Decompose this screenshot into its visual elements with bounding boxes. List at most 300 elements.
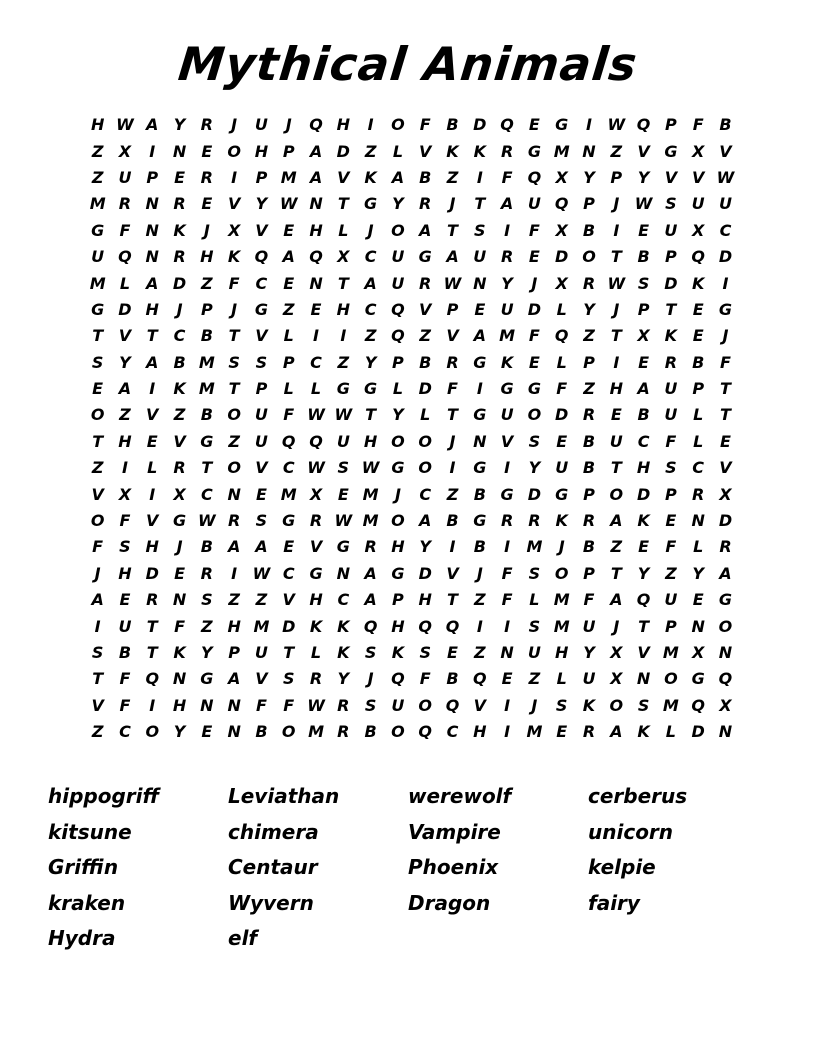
- word-list-item: hippogriff: [48, 784, 160, 808]
- grid-letter: N: [145, 247, 159, 267]
- grid-letter: Q: [145, 669, 160, 689]
- grid-letter: D: [418, 379, 432, 399]
- grid-letter: I: [504, 695, 511, 715]
- grid-letter: J: [613, 194, 620, 214]
- grid-letter: M: [553, 616, 570, 636]
- grid-letter: K: [227, 247, 241, 267]
- grid-letter: S: [364, 643, 377, 662]
- grid-letter: H: [636, 458, 651, 478]
- grid-letter: B: [200, 537, 213, 557]
- grid-letter: X: [337, 247, 350, 267]
- grid-letter: O: [90, 511, 105, 531]
- grid-letter: F: [419, 115, 431, 135]
- grid-letter: L: [420, 405, 431, 425]
- grid-letter: C: [692, 458, 705, 478]
- grid-letter: A: [610, 590, 623, 610]
- grid-letter: R: [419, 194, 432, 214]
- grid-letter: Z: [91, 722, 104, 742]
- grid-letter: I: [476, 167, 483, 187]
- grid-letter: L: [529, 590, 540, 610]
- grid-letter: V: [309, 537, 323, 557]
- grid-letter: M: [198, 379, 215, 399]
- grid-letter: I: [121, 458, 128, 478]
- grid-letter: P: [665, 484, 677, 504]
- grid-letter: R: [173, 194, 186, 214]
- grid-letter: M: [662, 643, 679, 662]
- grid-letter: P: [637, 299, 650, 319]
- grid-letter: V: [719, 141, 732, 161]
- grid-letter: E: [556, 431, 568, 451]
- grid-letter: U: [500, 299, 514, 319]
- grid-letter: U: [254, 431, 268, 451]
- grid-letter: M: [526, 537, 543, 557]
- grid-letter: Q: [309, 431, 323, 451]
- grid-letter: Q: [718, 669, 733, 689]
- grid-letter: A: [309, 141, 323, 161]
- grid-letter: A: [419, 511, 432, 531]
- grid-letter: F: [501, 563, 513, 583]
- grid-letter: R: [200, 167, 213, 187]
- grid-letter: M: [89, 194, 106, 214]
- grid-letter: E: [119, 590, 131, 610]
- grid-letter: F: [665, 431, 677, 451]
- grid-letter: N: [309, 273, 323, 293]
- grid-letter: F: [283, 405, 295, 425]
- grid-letter: H: [363, 431, 378, 451]
- grid-letter: J: [394, 484, 401, 504]
- grid-letter: E: [174, 167, 185, 187]
- grid-letter: Z: [583, 326, 595, 346]
- grid-letter: N: [309, 194, 323, 214]
- grid-letter: A: [364, 273, 377, 293]
- grid-letter: S: [665, 458, 677, 478]
- grid-letter: V: [118, 326, 132, 346]
- grid-letter: O: [609, 695, 624, 715]
- grid-letter: W: [279, 194, 298, 214]
- grid-row: [84, 297, 740, 323]
- grid-letter: P: [282, 141, 295, 161]
- grid-letter: I: [504, 537, 511, 557]
- grid-letter: W: [443, 273, 462, 293]
- grid-letter: A: [146, 273, 159, 293]
- grid-letter: Z: [337, 352, 350, 372]
- grid-letter: D: [172, 273, 187, 293]
- grid-letter: N: [145, 220, 159, 240]
- grid-letter: Q: [445, 616, 460, 636]
- grid-letter: O: [391, 511, 405, 531]
- grid-letter: F: [119, 669, 131, 689]
- grid-letter: P: [665, 115, 677, 135]
- grid-letter: P: [255, 167, 268, 187]
- grid-letter: D: [336, 141, 350, 161]
- grid-letter: H: [473, 722, 487, 742]
- grid-letter: O: [391, 431, 405, 451]
- grid-letter: A: [500, 194, 514, 214]
- grid-letter: L: [556, 299, 567, 319]
- grid-letter: I: [504, 722, 511, 742]
- grid-letter: G: [718, 299, 733, 319]
- grid-letter: E: [610, 405, 622, 425]
- grid-letter: W: [116, 115, 134, 135]
- grid-letter: G: [200, 431, 214, 451]
- grid-letter: O: [418, 431, 433, 451]
- grid-letter: M: [553, 590, 570, 610]
- grid-letter: R: [118, 194, 132, 214]
- grid-letter: U: [473, 247, 487, 267]
- grid-letter: W: [198, 511, 216, 531]
- grid-letter: W: [334, 511, 353, 531]
- grid-letter: G: [91, 220, 105, 240]
- grid-letter: G: [336, 379, 350, 399]
- grid-letter: Z: [446, 484, 459, 504]
- grid-letter: K: [691, 273, 705, 293]
- grid-letter: Y: [692, 563, 704, 583]
- grid-letter: Q: [500, 115, 514, 135]
- grid-letter: S: [419, 643, 431, 662]
- grid-letter: Q: [309, 115, 323, 135]
- grid-letter: I: [367, 115, 374, 135]
- grid-letter: O: [145, 722, 160, 742]
- grid-letter: H: [309, 590, 323, 610]
- grid-letter: N: [473, 273, 487, 293]
- grid-letter: R: [500, 511, 514, 531]
- grid-letter: N: [582, 141, 596, 161]
- grid-letter: N: [227, 484, 241, 504]
- word-list: [48, 780, 768, 958]
- grid-letter: O: [609, 484, 624, 504]
- grid-letter: L: [147, 458, 158, 478]
- grid-letter: L: [283, 326, 294, 346]
- grid-letter: A: [610, 511, 623, 531]
- grid-letter: E: [283, 537, 295, 557]
- grid-letter: R: [528, 511, 541, 531]
- grid-letter: E: [255, 484, 267, 504]
- grid-letter: V: [173, 431, 186, 451]
- grid-letter: B: [637, 405, 650, 425]
- grid-letter: M: [280, 167, 297, 187]
- grid-letter: J: [531, 273, 538, 293]
- grid-letter: M: [89, 273, 106, 293]
- grid-letter: B: [582, 458, 596, 478]
- grid-row: [84, 191, 740, 217]
- grid-letter: A: [118, 379, 132, 399]
- grid-letter: G: [309, 563, 323, 583]
- grid-letter: R: [309, 669, 323, 689]
- grid-letter: K: [173, 220, 186, 240]
- grid-letter: K: [337, 616, 350, 636]
- grid-letter: B: [719, 115, 732, 135]
- word-list-item: kitsune: [48, 819, 132, 844]
- grid-letter: C: [282, 458, 295, 478]
- grid-letter: F: [528, 220, 540, 240]
- grid-row: [84, 587, 740, 613]
- grid-letter: W: [607, 273, 626, 293]
- grid-letter: X: [555, 273, 568, 293]
- grid-letter: D: [282, 616, 296, 636]
- word-list-item: kelpie: [588, 855, 656, 879]
- grid-letter: C: [255, 273, 268, 293]
- grid-letter: X: [610, 643, 623, 662]
- grid-letter: J: [285, 115, 292, 135]
- grid-letter: E: [474, 299, 486, 319]
- grid-row: [84, 666, 740, 692]
- grid-letter: G: [172, 511, 187, 531]
- grid-letter: Y: [337, 669, 350, 689]
- grid-letter: R: [419, 273, 432, 293]
- grid-letter: N: [172, 590, 187, 610]
- grid-letter: Z: [255, 590, 268, 610]
- grid-letter: U: [254, 405, 268, 425]
- grid-letter: Q: [254, 247, 269, 267]
- grid-row: [84, 719, 740, 745]
- grid-letter: F: [665, 537, 677, 557]
- grid-letter: A: [309, 167, 323, 187]
- grid-letter: Z: [364, 141, 377, 161]
- grid-letter: X: [173, 484, 186, 504]
- grid-letter: S: [91, 643, 104, 662]
- grid-letter: D: [527, 299, 542, 319]
- grid-letter: L: [119, 273, 131, 293]
- grid-letter: C: [637, 431, 650, 451]
- grid-letter: J: [613, 299, 620, 319]
- grid-letter: O: [554, 563, 569, 583]
- grid-letter: H: [609, 379, 623, 399]
- grid-letter: P: [446, 299, 459, 319]
- grid-letter: F: [283, 695, 295, 715]
- grid-letter: M: [253, 616, 270, 636]
- grid-letter: Z: [201, 616, 213, 636]
- grid-letter: T: [146, 616, 158, 636]
- grid-letter: G: [527, 141, 541, 161]
- grid-letter: E: [201, 194, 213, 214]
- grid-letter: Q: [636, 590, 651, 610]
- grid-letter: W: [607, 115, 626, 135]
- grid-letter: B: [637, 247, 650, 267]
- grid-letter: G: [364, 379, 378, 399]
- grid-letter: X: [555, 220, 568, 240]
- grid-letter: E: [528, 115, 540, 135]
- grid-letter: G: [200, 669, 214, 689]
- grid-letter: F: [119, 220, 131, 240]
- grid-letter: I: [149, 379, 156, 399]
- grid-letter: S: [555, 695, 568, 715]
- grid-letter: Y: [364, 352, 377, 372]
- grid-letter: C: [446, 722, 459, 742]
- grid-letter: I: [476, 379, 483, 399]
- grid-letter: T: [638, 616, 650, 636]
- grid-letter: B: [692, 352, 705, 372]
- grid-letter: T: [201, 458, 213, 478]
- grid-letter: N: [145, 194, 159, 214]
- grid-row: [84, 244, 740, 270]
- grid-letter: Z: [610, 537, 623, 557]
- grid-letter: J: [449, 431, 456, 451]
- grid-letter: C: [364, 299, 377, 319]
- grid-letter: K: [391, 643, 405, 662]
- grid-letter: R: [500, 247, 514, 267]
- grid-letter: E: [638, 220, 650, 240]
- grid-letter: O: [90, 405, 105, 425]
- grid-letter: S: [637, 695, 650, 715]
- grid-row: [84, 138, 740, 164]
- grid-letter: Q: [309, 247, 323, 267]
- grid-letter: L: [693, 431, 704, 451]
- grid-letter: Q: [527, 167, 542, 187]
- grid-letter: O: [227, 405, 241, 425]
- word-list-item: kraken: [48, 890, 126, 915]
- grid-letter: U: [582, 616, 596, 636]
- word-list-item: cerberus: [588, 784, 688, 808]
- grid-letter: K: [637, 722, 650, 742]
- grid-letter: G: [391, 563, 405, 583]
- grid-row: [84, 693, 740, 719]
- grid-letter: A: [446, 247, 459, 267]
- grid-letter: T: [228, 379, 240, 399]
- grid-letter: D: [718, 247, 733, 267]
- grid-letter: M: [308, 722, 324, 742]
- grid-letter: F: [174, 616, 185, 636]
- grid-letter: G: [527, 379, 541, 399]
- grid-letter: Q: [391, 326, 405, 346]
- grid-letter: A: [364, 563, 377, 583]
- grid-letter: U: [500, 405, 514, 425]
- grid-letter: L: [665, 722, 676, 742]
- grid-letter: I: [449, 537, 456, 557]
- grid-letter: E: [310, 299, 322, 319]
- grid-letter: T: [92, 431, 104, 451]
- grid-letter: V: [691, 167, 705, 187]
- grid-letter: D: [527, 484, 542, 504]
- grid-letter: F: [419, 669, 431, 689]
- grid-letter: B: [173, 352, 186, 372]
- grid-letter: S: [282, 669, 295, 689]
- grid-letter: F: [92, 537, 104, 557]
- grid-letter: N: [172, 141, 187, 161]
- grid-letter: R: [337, 695, 350, 715]
- grid-letter: C: [200, 484, 213, 504]
- grid-letter: U: [527, 194, 541, 214]
- grid-letter: A: [146, 115, 159, 135]
- grid-letter: M: [198, 352, 215, 372]
- grid-letter: I: [149, 484, 156, 504]
- grid-letter: V: [255, 326, 268, 346]
- grid-letter: O: [281, 722, 296, 742]
- grid-letter: M: [362, 484, 379, 504]
- grid-letter: Z: [446, 167, 459, 187]
- grid-letter: K: [500, 352, 514, 372]
- letter-grid: [84, 112, 740, 745]
- grid-letter: I: [722, 273, 729, 293]
- grid-letter: O: [227, 141, 241, 161]
- grid-letter: O: [391, 115, 405, 135]
- grid-letter: V: [637, 643, 650, 662]
- grid-letter: R: [309, 511, 323, 531]
- grid-letter: N: [336, 563, 351, 583]
- grid-letter: G: [555, 484, 569, 504]
- grid-letter: T: [665, 299, 677, 319]
- grid-letter: A: [610, 722, 623, 742]
- grid-letter: S: [665, 194, 677, 214]
- grid-letter: B: [200, 405, 213, 425]
- grid-letter: V: [664, 167, 678, 187]
- grid-letter: J: [449, 194, 456, 214]
- grid-letter: U: [718, 194, 732, 214]
- grid-letter: M: [280, 484, 297, 504]
- grid-letter: T: [146, 326, 158, 346]
- grid-letter: L: [693, 537, 704, 557]
- grid-letter: Q: [691, 695, 705, 715]
- grid-letter: U: [664, 405, 678, 425]
- grid-letter: I: [613, 220, 620, 240]
- grid-letter: E: [638, 352, 650, 372]
- grid-letter: Y: [119, 352, 131, 372]
- grid-letter: R: [227, 511, 241, 531]
- grid-letter: W: [307, 695, 325, 715]
- grid-letter: H: [254, 141, 269, 161]
- grid-letter: I: [149, 695, 156, 715]
- grid-letter: X: [118, 141, 132, 161]
- grid-letter: R: [500, 141, 514, 161]
- grid-letter: F: [528, 326, 540, 346]
- grid-letter: L: [392, 379, 404, 399]
- grid-letter: F: [556, 379, 568, 399]
- grid-letter: I: [504, 220, 511, 240]
- grid-letter: J: [476, 563, 483, 583]
- grid-letter: F: [119, 695, 131, 715]
- grid-row: [84, 455, 740, 481]
- grid-letter: Y: [637, 167, 650, 187]
- grid-letter: Y: [419, 537, 431, 557]
- grid-letter: Y: [173, 722, 186, 742]
- grid-row: [84, 429, 740, 455]
- grid-letter: T: [92, 669, 104, 689]
- grid-letter: A: [227, 669, 241, 689]
- grid-letter: S: [528, 431, 541, 451]
- word-list-item: Vampire: [408, 819, 501, 844]
- grid-letter: K: [173, 643, 186, 662]
- grid-letter: B: [473, 484, 486, 504]
- grid-letter: B: [419, 352, 432, 372]
- grid-letter: D: [718, 511, 733, 531]
- grid-letter: U: [527, 643, 541, 662]
- grid-letter: K: [309, 616, 323, 636]
- grid-letter: G: [500, 379, 514, 399]
- grid-letter: V: [255, 458, 268, 478]
- grid-row: [84, 481, 740, 507]
- grid-letter: D: [664, 273, 678, 293]
- grid-letter: N: [473, 431, 487, 451]
- grid-letter: N: [500, 643, 514, 662]
- grid-letter: S: [364, 695, 377, 715]
- grid-letter: S: [91, 352, 104, 372]
- grid-letter: Z: [282, 299, 295, 319]
- grid-letter: I: [231, 563, 238, 583]
- grid-letter: T: [447, 405, 458, 425]
- grid-letter: R: [173, 247, 186, 267]
- grid-letter: G: [473, 352, 487, 372]
- grid-letter: Q: [418, 722, 433, 742]
- grid-letter: A: [391, 167, 405, 187]
- grid-letter: U: [664, 220, 678, 240]
- grid-letter: Y: [583, 167, 595, 187]
- grid-row: [84, 640, 740, 666]
- grid-letter: H: [418, 590, 432, 610]
- grid-letter: E: [692, 299, 704, 319]
- grid-letter: W: [361, 458, 380, 478]
- grid-letter: A: [91, 590, 104, 610]
- grid-letter: J: [176, 299, 183, 319]
- grid-letter: H: [391, 616, 405, 636]
